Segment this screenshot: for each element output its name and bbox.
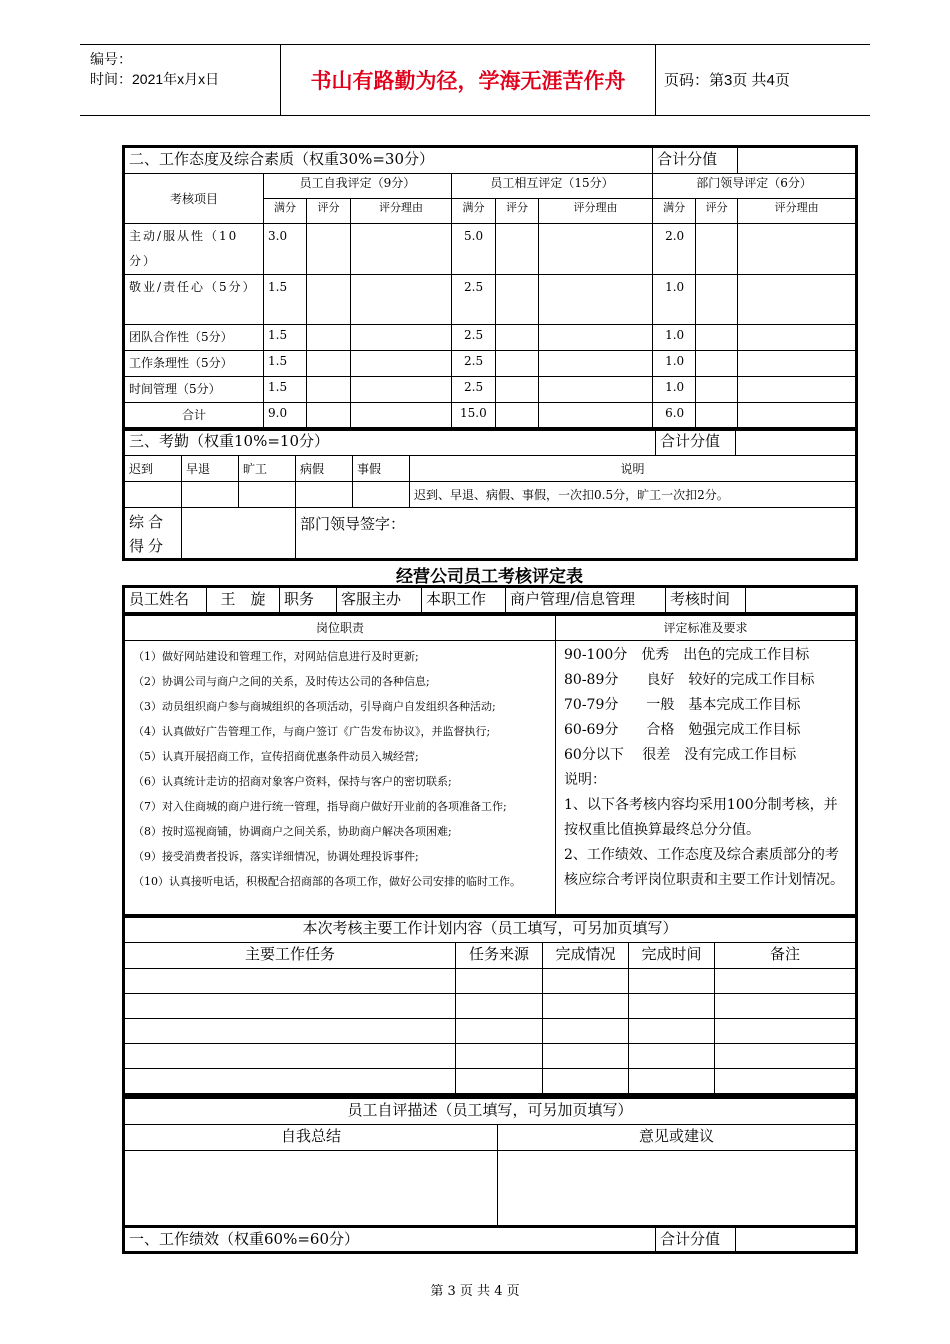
table-row	[125, 1069, 856, 1094]
motto: 书山有路勤为径，学海无涯苦作舟	[310, 69, 626, 93]
list-item: （5）认真开展招商工作，宣传招商优惠条件动员入城经营;	[133, 750, 419, 763]
leader-score-cell[interactable]	[696, 224, 738, 275]
plan-col-source: 任务来源	[456, 943, 543, 969]
criteria-header: 评定标准及要求	[556, 615, 856, 641]
self-reason-cell[interactable]	[351, 325, 452, 351]
self-reason-cell[interactable]	[351, 224, 452, 275]
attendance-table	[124, 429, 856, 559]
attitude-table	[124, 147, 856, 429]
leader-full: 1.0	[653, 275, 696, 325]
self-full: 1.5	[264, 377, 307, 403]
self-eval-header: 员工自我评定（9分）	[264, 174, 452, 199]
table-row	[125, 224, 856, 275]
plan-col-remark: 备注	[715, 943, 856, 969]
list-item: （7）对入住商城的商户进行统一管理，指导商户做好开业前的各项准备工作;	[133, 800, 507, 813]
leader-reason-cell[interactable]	[738, 325, 856, 351]
peer-full: 2.5	[452, 377, 496, 403]
sick-leave-label: 病假	[296, 456, 353, 482]
table-row	[125, 275, 856, 325]
leader-score-cell[interactable]	[696, 275, 738, 325]
page-label: 页码：第3页 共4页	[664, 72, 790, 89]
leader-score-cell[interactable]	[696, 325, 738, 351]
peer-score-cell[interactable]	[496, 377, 539, 403]
peer-score-cell[interactable]	[496, 325, 539, 351]
table-row	[125, 351, 856, 377]
full-label: 满分	[653, 199, 696, 224]
list-item: （10）认真接听电话，积极配合招商部的各项工作，做好公司安排的临时工作。	[133, 875, 521, 888]
table-row	[125, 994, 856, 1019]
job-label: 本职工作	[422, 588, 506, 614]
list-item: 2、工作绩效、工作态度及综合素质部分的考核应综合考评岗位职责和主要工作计划情况。	[564, 847, 844, 888]
leader-full: 1.0	[653, 351, 696, 377]
employee-info-table	[124, 587, 856, 614]
overall-score-cell[interactable]	[182, 508, 296, 559]
table-row	[125, 1044, 856, 1069]
peer-reason-cell[interactable]	[539, 224, 653, 275]
time-value[interactable]	[746, 588, 856, 614]
list-item: 90-100分 优秀 出色的完成工作目标	[564, 647, 810, 663]
criteria-list	[556, 641, 856, 916]
personal-leave-cell[interactable]	[353, 482, 410, 508]
list-item: （8）按时巡视商铺，协调商户之间关系，协助商户解决各项困难;	[133, 825, 452, 838]
sec1-title: 一、工作绩效（权重60%=60分）	[125, 1228, 656, 1252]
peer-reason-cell[interactable]	[539, 377, 653, 403]
absent-label: 旷工	[239, 456, 296, 482]
leader-full: 1.0	[653, 377, 696, 403]
item-name: 工作条理性（5分）	[125, 351, 264, 377]
overall-label: 综合得分	[125, 508, 182, 559]
self-score-cell[interactable]	[307, 325, 351, 351]
employee-name: 王 旋	[207, 588, 280, 614]
name-label: 员工姓名	[125, 588, 207, 614]
table-row	[125, 377, 856, 403]
self-summary-label: 自我总结	[125, 1125, 498, 1151]
peer-full: 2.5	[452, 325, 496, 351]
list-item: （4）认真做好广告管理工作，与商户签订《广告发布协议》，并监督执行;	[133, 725, 491, 738]
self-reason-cell[interactable]	[351, 377, 452, 403]
number-label: 编号：	[90, 51, 132, 67]
late-label: 迟到	[125, 456, 182, 482]
leader-sign-label: 部门领导签字：	[296, 508, 856, 559]
self-reason-cell[interactable]	[351, 351, 452, 377]
self-full: 3.0	[264, 224, 307, 275]
list-item: 70-79分 一般 基本完成工作目标	[564, 697, 801, 713]
sick-leave-cell[interactable]	[296, 482, 353, 508]
attendance-note: 迟到、早退、病假、事假，一次扣0.5分，旷工一次扣2分。	[410, 482, 856, 508]
sec1-total-label: 合计分值	[656, 1228, 736, 1252]
reason-label: 评分理由	[539, 199, 653, 224]
self-score-cell[interactable]	[307, 275, 351, 325]
full-label: 满分	[264, 199, 307, 224]
item-header: 考核项目	[125, 174, 264, 224]
sec2-total-value[interactable]	[738, 148, 856, 174]
page-header	[80, 44, 870, 116]
list-item: 60-69分 合格 勉强完成工作目标	[564, 722, 801, 738]
sec2-title: 二、工作态度及综合素质（权重30%=30分）	[125, 148, 653, 174]
leader-score-cell[interactable]	[696, 351, 738, 377]
reason-label: 评分理由	[351, 199, 452, 224]
table-row	[125, 969, 856, 994]
list-item: 说明：	[564, 772, 606, 788]
absent-cell[interactable]	[239, 482, 296, 508]
total-label: 合计	[125, 403, 264, 429]
self-full: 1.5	[264, 325, 307, 351]
duty-header: 岗位职责	[125, 615, 556, 641]
table-row	[125, 1019, 856, 1044]
peer-reason-cell[interactable]	[539, 275, 653, 325]
peer-full: 5.0	[452, 224, 496, 275]
leader-score-cell[interactable]	[696, 377, 738, 403]
self-review-table	[124, 1098, 856, 1226]
item-name: 主动/服从性（10分）	[125, 224, 264, 275]
personal-leave-label: 事假	[353, 456, 410, 482]
late-cell[interactable]	[125, 482, 182, 508]
suggestion-label: 意见或建议	[498, 1125, 856, 1151]
list-item: 1、以下各考核内容均采用100分制考核，并按权重比值换算最终总分分值。	[564, 797, 838, 838]
score-label: 评分	[496, 199, 539, 224]
work-plan-table	[124, 916, 856, 1094]
score-label: 评分	[696, 199, 738, 224]
suggestion-field[interactable]	[498, 1151, 856, 1226]
sec3-total-value[interactable]	[736, 430, 856, 456]
peer-reason-cell[interactable]	[539, 325, 653, 351]
list-item: （2）协调公司与商户之间的关系，及时传达公司的各种信息;	[133, 675, 430, 688]
leader-full: 1.0	[653, 325, 696, 351]
plan-col-time: 完成时间	[629, 943, 715, 969]
time-label: 时间：2021年x月x日	[90, 71, 220, 87]
peer-total: 15.0	[452, 403, 496, 429]
page-footer: 第 3 页 共 4 页	[430, 1284, 520, 1299]
post-label: 职务	[280, 588, 337, 614]
reason-label: 评分理由	[738, 199, 856, 224]
item-name: 团队合作性（5分）	[125, 325, 264, 351]
score-label: 评分	[307, 199, 351, 224]
item-name: 时间管理（5分）	[125, 377, 264, 403]
self-score-cell[interactable]	[307, 377, 351, 403]
leader-eval-header: 部门领导评定（6分）	[653, 174, 856, 199]
list-item: （9）接受消费者投诉，落实详细情况，协调处理投诉事件;	[133, 850, 419, 863]
leader-reason-cell[interactable]	[738, 275, 856, 325]
performance-table	[124, 1227, 856, 1252]
list-item: （3）动员组织商户参与商城组织的各项活动，引导商户自发组织各种活动;	[133, 700, 496, 713]
peer-score-cell[interactable]	[496, 275, 539, 325]
plan-col-task: 主要工作任务	[125, 943, 456, 969]
self-full: 1.5	[264, 275, 307, 325]
peer-eval-header: 员工相互评定（15分）	[452, 174, 653, 199]
list-item: （1）做好网站建设和管理工作，对网站信息进行及时更新;	[133, 650, 419, 663]
list-item: 80-89分 良好 较好的完成工作目标	[564, 672, 815, 688]
self-full: 1.5	[264, 351, 307, 377]
self-summary-field[interactable]	[125, 1151, 498, 1226]
plan-title: 本次考核主要工作计划内容（员工填写，可另加页填写）	[125, 917, 856, 943]
item-name: 敬业/责任心（5分）	[125, 275, 264, 325]
table-row	[125, 325, 856, 351]
list-item: 60分以下 很差 没有完成工作目标	[564, 747, 797, 763]
leader-reason-cell[interactable]	[738, 224, 856, 275]
early-leave-label: 早退	[182, 456, 239, 482]
time-label: 考核时间	[666, 588, 746, 614]
leader-reason-cell[interactable]	[738, 377, 856, 403]
duty-list	[125, 641, 556, 916]
list-item: （6）认真统计走访的招商对象客户资料，保持与客户的密切联系;	[133, 775, 452, 788]
peer-full: 2.5	[452, 275, 496, 325]
peer-score-cell[interactable]	[496, 351, 539, 377]
table-row-total	[125, 403, 856, 429]
self-total: 9.0	[264, 403, 307, 429]
plan-col-status: 完成情况	[543, 943, 629, 969]
self-score-cell[interactable]	[307, 351, 351, 377]
sec2-total-label: 合计分值	[653, 148, 738, 174]
leader-total: 6.0	[653, 403, 696, 429]
job-value: 商户管理/信息管理	[506, 588, 666, 614]
duty-table	[124, 614, 856, 916]
form-title: 经营公司员工考核评定表	[396, 567, 583, 587]
peer-score-cell[interactable]	[496, 224, 539, 275]
note-label: 说明	[410, 456, 856, 482]
peer-reason-cell[interactable]	[539, 351, 653, 377]
self-score-cell[interactable]	[307, 224, 351, 275]
sec3-total-label: 合计分值	[656, 430, 736, 456]
early-leave-cell[interactable]	[182, 482, 239, 508]
leader-full: 2.0	[653, 224, 696, 275]
self-review-title: 员工自评描述（员工填写，可另加页填写）	[125, 1099, 856, 1125]
self-reason-cell[interactable]	[351, 275, 452, 325]
peer-full: 2.5	[452, 351, 496, 377]
sec3-title: 三、考勤（权重10%=10分）	[125, 430, 656, 456]
leader-reason-cell[interactable]	[738, 351, 856, 377]
sec1-total-value[interactable]	[736, 1228, 856, 1252]
post-value: 客服主办	[337, 588, 422, 614]
full-label: 满分	[452, 199, 496, 224]
